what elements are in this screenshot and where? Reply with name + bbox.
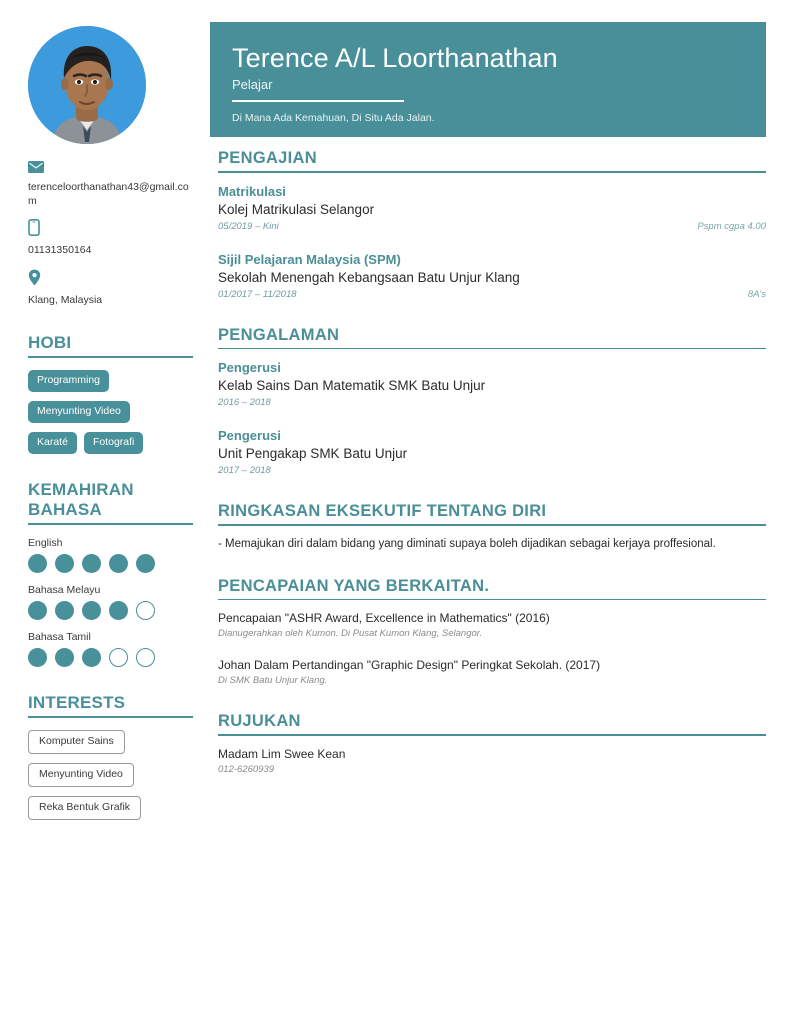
education-title: Matrikulasi bbox=[218, 183, 286, 199]
interests-tag-row bbox=[28, 796, 210, 820]
education-grade: Pspm cgpa 4.00 bbox=[697, 220, 766, 232]
rating-dot-filled bbox=[82, 648, 101, 667]
education-dates: 01/2017 – 11/2018 bbox=[218, 288, 297, 300]
header-role: Pelajar bbox=[232, 77, 273, 92]
achievement-subtitle: Di SMK Batu Unjur Klang. bbox=[218, 675, 328, 687]
education-org: Kolej Matrikulasi Selangor bbox=[218, 201, 375, 217]
references-heading: RUJUKAN bbox=[218, 712, 301, 731]
avatar bbox=[28, 26, 146, 144]
hobi-tag-row bbox=[28, 370, 210, 392]
rating-dot-filled bbox=[28, 554, 47, 573]
references-rule bbox=[218, 734, 766, 736]
education-grade: 8A's bbox=[747, 288, 766, 300]
education-heading: PENGAJIAN bbox=[218, 149, 317, 167]
contact-email[interactable] bbox=[28, 160, 196, 208]
hobi-section bbox=[28, 333, 210, 454]
email-icon bbox=[28, 160, 196, 178]
reference-name: Madam Lim Swee Kean bbox=[218, 746, 346, 761]
references-section bbox=[218, 711, 766, 776]
language-label: Bahasa Melayu bbox=[28, 584, 101, 596]
language-item bbox=[28, 537, 210, 573]
contact-block bbox=[28, 160, 196, 307]
interests-tag-row bbox=[28, 763, 210, 787]
header-banner bbox=[210, 22, 766, 137]
hobi-tag[interactable]: Karaté bbox=[28, 432, 77, 454]
header-tagline: Di Mana Ada Kemahuan, Di Situ Ada Jalan. bbox=[232, 111, 435, 124]
experience-title: Pengerusi bbox=[218, 428, 281, 444]
achievements-heading: PENCAPAIAN YANG BERKAITAN. bbox=[218, 576, 490, 595]
achievement-title: Johan Dalam Pertandingan "Graphic Design" Peringkat Sekolah. (2017) bbox=[218, 658, 601, 673]
interest-tag[interactable]: Menyunting Video bbox=[28, 763, 134, 787]
summary-heading: RINGKASAN EKSEKUTIF TENTANG DIRI bbox=[218, 502, 547, 521]
achievements-rule bbox=[218, 599, 766, 601]
languages-rule bbox=[28, 523, 193, 525]
education-entry bbox=[218, 251, 766, 301]
interests-tag-row bbox=[28, 730, 210, 754]
interests-rule bbox=[28, 716, 193, 718]
experience-section bbox=[218, 325, 766, 478]
experience-dates: 2017 – 2018 bbox=[218, 465, 271, 477]
languages-heading bbox=[28, 480, 210, 520]
language-label: English bbox=[28, 537, 63, 549]
rating-dot-empty bbox=[136, 601, 155, 620]
rating-dot-filled bbox=[55, 648, 74, 667]
achievement-item bbox=[218, 657, 766, 687]
email-text: terenceloorthanathan43@gmail.com bbox=[28, 181, 189, 207]
rating-dot-filled bbox=[55, 601, 74, 620]
achievement-item bbox=[218, 610, 766, 640]
rating-dot-filled bbox=[109, 601, 128, 620]
education-section bbox=[218, 148, 766, 301]
page-title: Terence A/L Loorthanathan bbox=[232, 43, 558, 73]
phone-icon bbox=[28, 219, 196, 241]
contact-location[interactable] bbox=[28, 269, 196, 308]
summary-text: - Memajukan diri dalam bidang yang diminati supaya boleh dijadikan sebagai kerjaya proffesional. bbox=[218, 537, 716, 550]
rating-dot-filled bbox=[55, 554, 74, 573]
language-rating bbox=[28, 554, 210, 573]
interests-section bbox=[28, 693, 210, 820]
summary-section bbox=[218, 501, 766, 552]
phone-text: 01131350164 bbox=[28, 244, 92, 256]
language-item bbox=[28, 631, 210, 667]
education-rule bbox=[218, 171, 766, 173]
achievements-section bbox=[218, 576, 766, 688]
header-divider bbox=[232, 100, 404, 102]
hobi-tag[interactable]: Programming bbox=[28, 370, 109, 392]
education-title: Sijil Pelajaran Malaysia (SPM) bbox=[218, 251, 401, 267]
language-rating bbox=[28, 601, 210, 620]
hobi-tag-row bbox=[28, 432, 210, 454]
rating-dot-filled bbox=[82, 601, 101, 620]
experience-dates: 2016 – 2018 bbox=[218, 397, 271, 409]
rating-dot-empty bbox=[136, 648, 155, 667]
education-dates: 05/2019 – Kini bbox=[218, 220, 279, 232]
rating-dot-filled bbox=[28, 601, 47, 620]
languages-section bbox=[28, 480, 210, 667]
rating-dot-filled bbox=[82, 554, 101, 573]
interest-tag[interactable]: Komputer Sains bbox=[28, 730, 125, 754]
rating-dot-empty bbox=[109, 648, 128, 667]
education-org: Sekolah Menengah Kebangsaan Batu Unjur Klang bbox=[218, 269, 520, 285]
sidebar bbox=[0, 0, 210, 829]
summary-rule bbox=[218, 524, 766, 526]
location-text: Klang, Malaysia bbox=[28, 293, 103, 306]
hobi-rule bbox=[28, 356, 193, 358]
rating-dot-filled bbox=[136, 554, 155, 573]
language-item bbox=[28, 584, 210, 620]
education-entry bbox=[218, 183, 766, 233]
hobi-heading: HOBI bbox=[28, 333, 72, 352]
language-rating bbox=[28, 648, 210, 667]
experience-org: Kelab Sains Dan Matematik SMK Batu Unjur bbox=[218, 378, 486, 394]
contact-phone[interactable] bbox=[28, 219, 196, 258]
languages-heading-line2: BAHASA bbox=[28, 500, 102, 519]
interests-heading: INTERESTS bbox=[28, 693, 126, 712]
experience-title: Pengerusi bbox=[218, 360, 281, 376]
language-label: Bahasa Tamil bbox=[28, 631, 91, 643]
hobi-tag-row bbox=[28, 401, 210, 423]
experience-entry bbox=[218, 427, 766, 477]
experience-org: Unit Pengakap SMK Batu Unjur bbox=[218, 446, 408, 462]
achievement-subtitle: Dianugerahkan oleh Kumon. Di Pusat Kumon Klang, Selangor. bbox=[218, 628, 483, 640]
reference-phone: 012-6260939 bbox=[218, 763, 274, 775]
achievement-title: Pencapaian "ASHR Award, Excellence in Mathematics" (2016) bbox=[218, 611, 550, 626]
rating-dot-filled bbox=[28, 648, 47, 667]
experience-entry bbox=[218, 359, 766, 409]
experience-heading: PENGALAMAN bbox=[218, 325, 340, 344]
main-column bbox=[218, 148, 766, 794]
hobi-tag[interactable]: Fotografi bbox=[84, 432, 143, 454]
hobi-tag[interactable]: Menyunting Video bbox=[28, 401, 130, 423]
rating-dot-filled bbox=[109, 554, 128, 573]
experience-rule bbox=[218, 348, 766, 350]
languages-heading-line1: KEMAHIRAN bbox=[28, 480, 134, 499]
profile-photo bbox=[28, 26, 146, 144]
interest-tag[interactable]: Reka Bentuk Grafik bbox=[28, 796, 141, 820]
location-icon bbox=[28, 269, 196, 291]
